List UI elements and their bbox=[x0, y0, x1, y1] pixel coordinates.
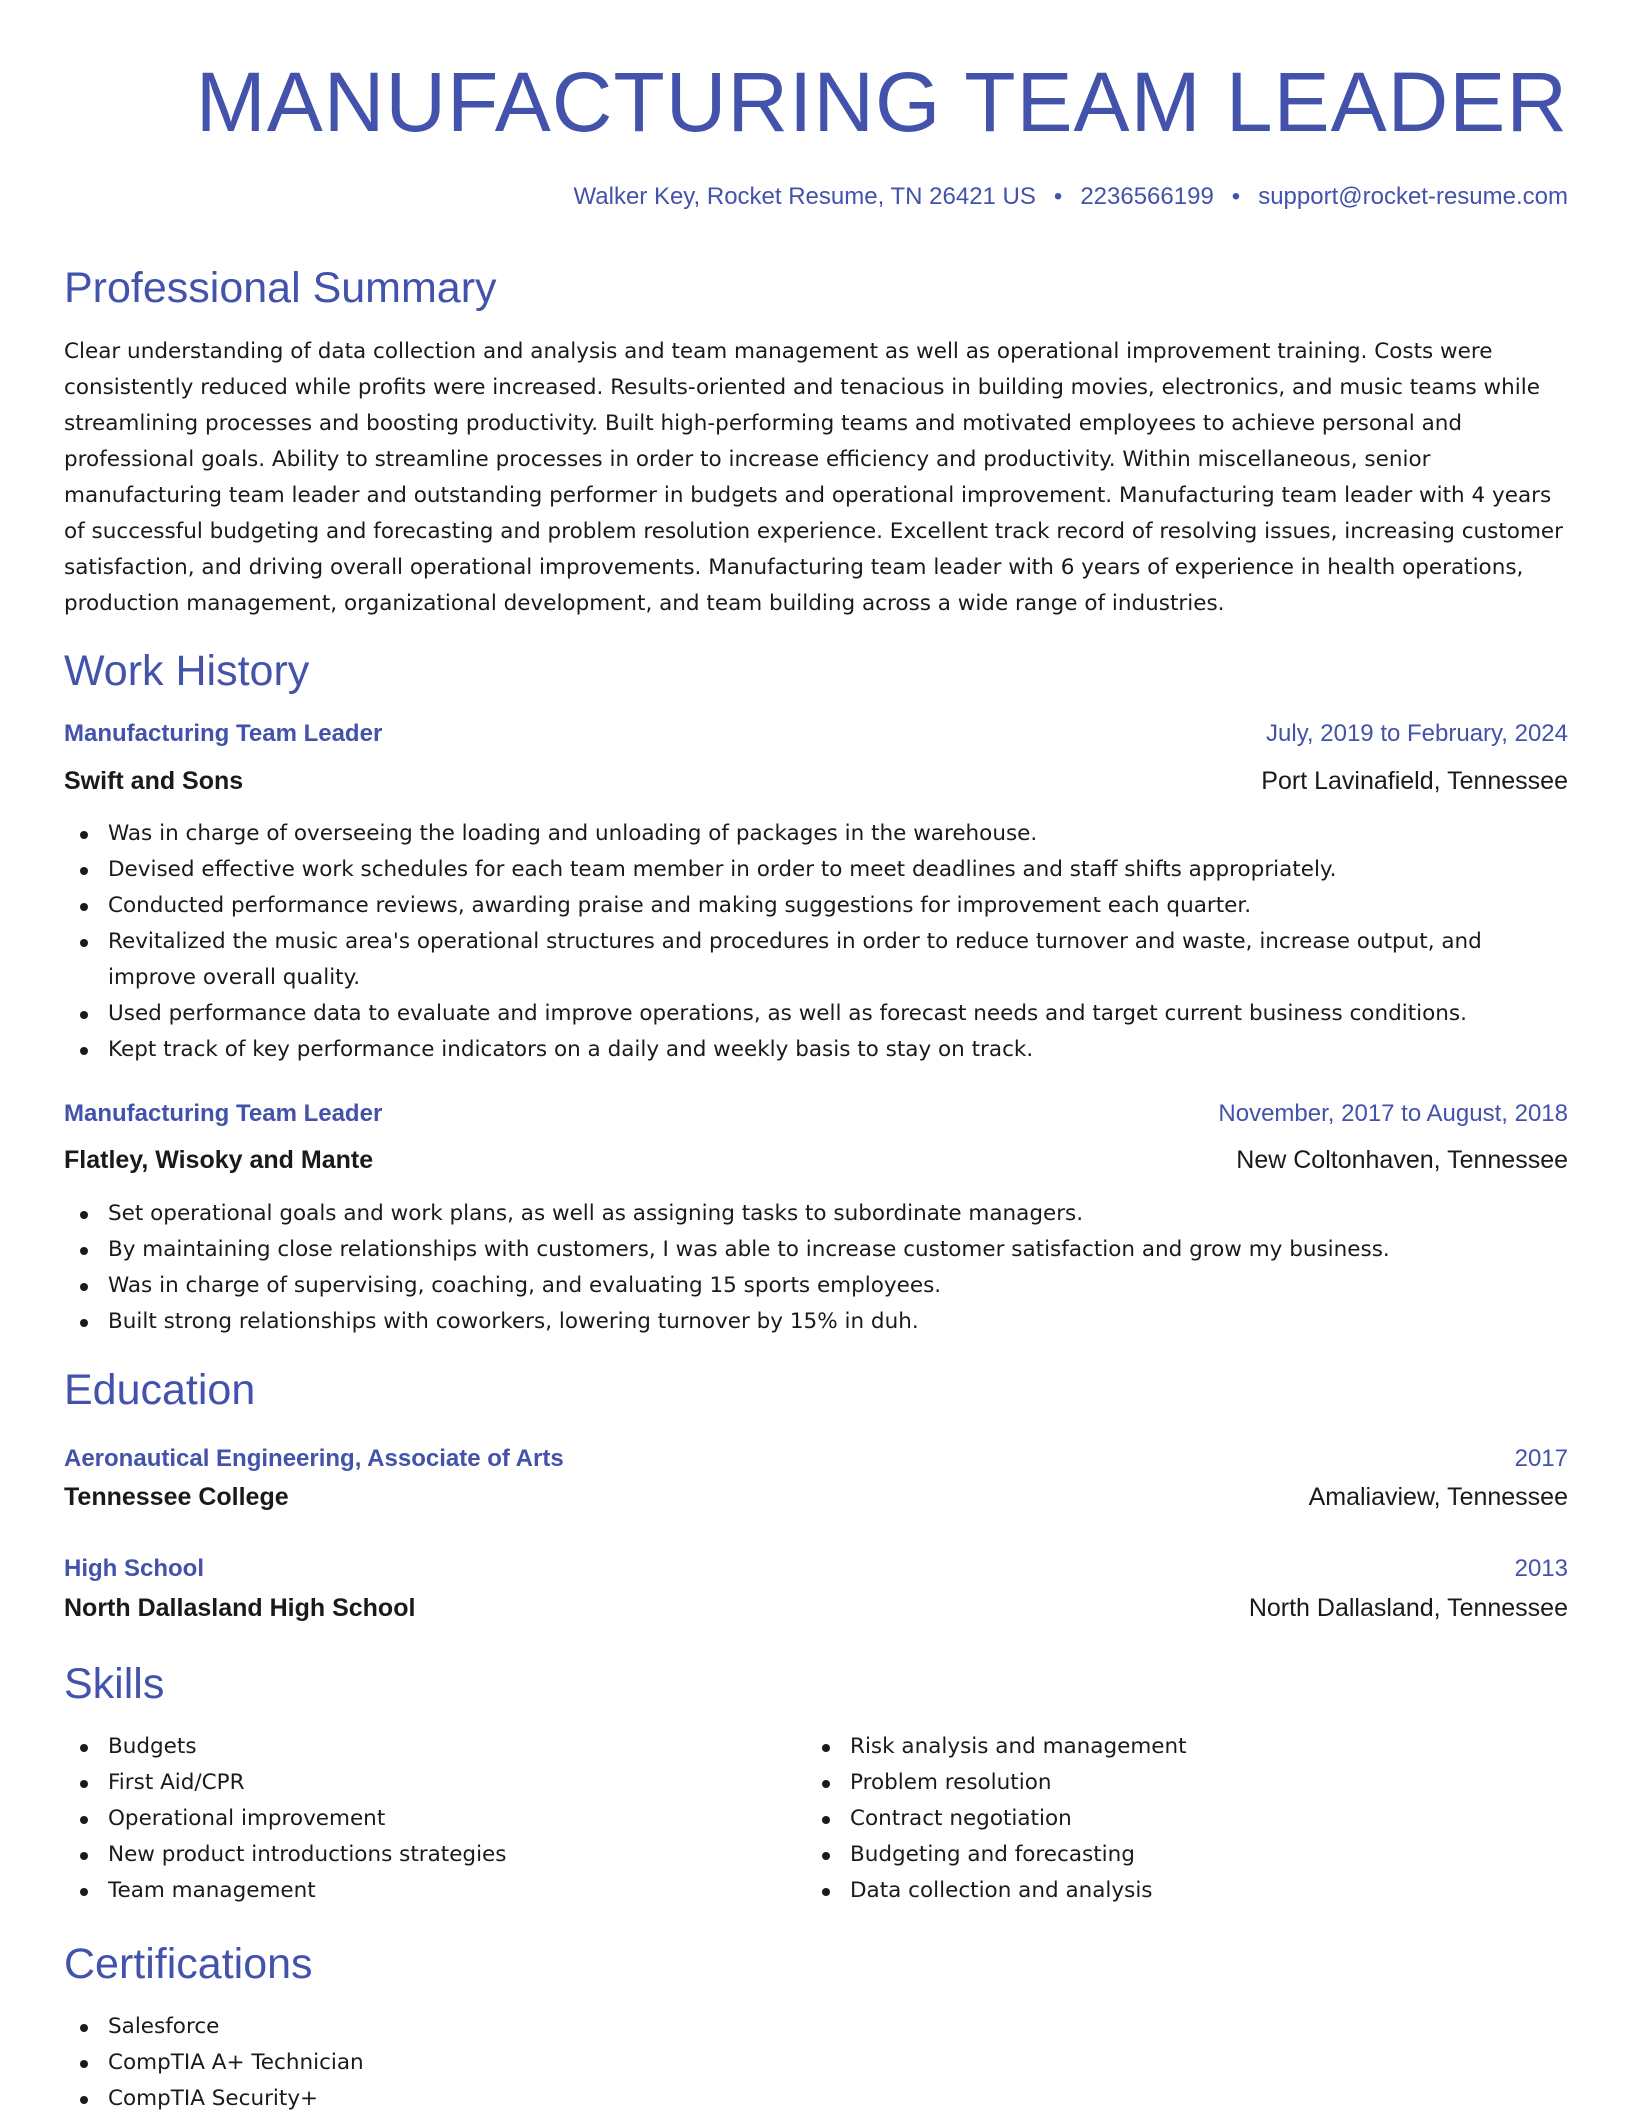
contact-email[interactable]: support@rocket-resume.com bbox=[1258, 183, 1568, 210]
certification-item: Salesforce bbox=[64, 2009, 1574, 2045]
job-location: New Coltonhaven, Tennessee bbox=[1236, 1146, 1568, 1174]
list-item: Was in charge of overseeing the loading and unloading of packages in the warehouse. bbox=[64, 816, 1574, 852]
job-dates: November, 2017 to August, 2018 bbox=[1218, 1100, 1568, 1127]
skills-list-right bbox=[806, 1729, 1632, 1909]
contact-address: Walker Key, Rocket Resume, TN 26421 US bbox=[573, 183, 1036, 210]
skill-item: Contract negotiation bbox=[806, 1801, 1632, 1837]
job-location: Port Lavinafield, Tennessee bbox=[1261, 767, 1568, 795]
certification-item: CompTIA Security+ bbox=[64, 2081, 1574, 2112]
skill-item: Budgeting and forecasting bbox=[806, 1837, 1632, 1873]
section-title-summary: Professional Summary bbox=[64, 264, 497, 312]
skill-item: First Aid/CPR bbox=[64, 1765, 1574, 1801]
job-company-row bbox=[64, 764, 1568, 798]
job-bullet-list bbox=[64, 1196, 1574, 1340]
education-school-row bbox=[64, 1591, 1568, 1625]
contact-phone[interactable]: 2236566199 bbox=[1080, 183, 1214, 210]
certification-item: CompTIA A+ Technician bbox=[64, 2045, 1574, 2081]
skill-item: Team management bbox=[64, 1873, 1574, 1909]
education-year: 2017 bbox=[1514, 1445, 1568, 1472]
job-role: Manufacturing Team Leader bbox=[64, 1100, 383, 1127]
contact-separator: • bbox=[1053, 183, 1063, 210]
education-header-row bbox=[64, 1443, 1568, 1475]
education-location: North Dallasland, Tennessee bbox=[1248, 1594, 1568, 1622]
list-item: Set operational goals and work plans, as well as assigning tasks to subordinate managers. bbox=[64, 1196, 1574, 1232]
job-role: Manufacturing Team Leader bbox=[64, 720, 383, 747]
education-location: Amaliaview, Tennessee bbox=[1308, 1483, 1568, 1511]
education-degree: Aeronautical Engineering, Associate of Arts bbox=[64, 1445, 564, 1472]
job-company-row bbox=[64, 1143, 1568, 1177]
list-item: Revitalized the music area's operational structures and procedures in order to reduce turnover and waste, increase output, and improve overall quality. bbox=[64, 924, 1574, 996]
job-bullet-list bbox=[64, 816, 1574, 1068]
section-title-certifications: Certifications bbox=[64, 1940, 313, 1988]
list-item: By maintaining close relationships with customers, I was able to increase customer satisfaction and grow my business. bbox=[64, 1232, 1574, 1268]
list-item: Used performance data to evaluate and improve operations, as well as forecast needs and target current business conditions. bbox=[64, 996, 1574, 1032]
skill-item: Data collection and analysis bbox=[806, 1873, 1632, 1909]
contact-line bbox=[574, 181, 1569, 213]
section-title-work-history: Work History bbox=[64, 647, 310, 695]
education-header-row bbox=[64, 1553, 1568, 1585]
education-school: Tennessee College bbox=[64, 1483, 289, 1511]
list-item: Conducted performance reviews, awarding praise and making suggestions for improvement each quarter. bbox=[64, 888, 1574, 924]
list-item: Devised effective work schedules for each team member in order to meet deadlines and staff shifts appropriately. bbox=[64, 852, 1574, 888]
education-school-row bbox=[64, 1480, 1568, 1514]
contact-separator: • bbox=[1231, 183, 1241, 210]
skill-item: Risk analysis and management bbox=[806, 1729, 1632, 1765]
job-dates: July, 2019 to February, 2024 bbox=[1266, 720, 1568, 747]
job-company: Flatley, Wisoky and Mante bbox=[64, 1146, 374, 1174]
job-header-row bbox=[64, 718, 1568, 750]
summary-text: Clear understanding of data collection and analysis and team management as well as operational improvement training. Costs were consistently reduced while profits were increased. Results-oriented and tenacious in building movies, electronics, and music teams while streamlining processes and boosting productivity. Built high-performing teams and motivated employees to achieve personal and professional goals. Ability to streamline processes in order to increase efficiency and productivity. Within miscellaneous, senior manufacturing team leader and outstanding performer in budgets and operational improvement. Manufacturing team leader with 4 years of successful budgeting and forecasting and problem resolution experience. Excellent track record of resolving issues, increasing customer satisfaction, and driving overall operational improvements. Manufacturing team leader with 6 years of experience in health operations, production management, organizational development, and team building across a wide range of industries. bbox=[64, 339, 1563, 616]
list-item: Built strong relationships with coworkers, lowering turnover by 15% in duh. bbox=[64, 1304, 1574, 1340]
section-title-skills: Skills bbox=[64, 1660, 165, 1708]
list-item: Kept track of key performance indicators on a daily and weekly basis to stay on track. bbox=[64, 1032, 1574, 1068]
section-title-education: Education bbox=[64, 1366, 256, 1414]
skill-item: New product introductions strategies bbox=[64, 1837, 1574, 1873]
skill-item: Operational improvement bbox=[64, 1801, 1574, 1837]
education-school: North Dallasland High School bbox=[64, 1594, 416, 1622]
skill-item: Problem resolution bbox=[806, 1765, 1632, 1801]
education-year: 2013 bbox=[1514, 1555, 1568, 1582]
certifications-list bbox=[64, 2009, 1574, 2112]
skill-item: Budgets bbox=[64, 1729, 1574, 1765]
job-company: Swift and Sons bbox=[64, 767, 244, 795]
resume-name: MANUFACTURING TEAM LEADER bbox=[195, 55, 1568, 149]
job-header-row bbox=[64, 1098, 1568, 1130]
education-degree: High School bbox=[64, 1555, 204, 1582]
list-item: Was in charge of supervising, coaching, and evaluating 15 sports employees. bbox=[64, 1268, 1574, 1304]
